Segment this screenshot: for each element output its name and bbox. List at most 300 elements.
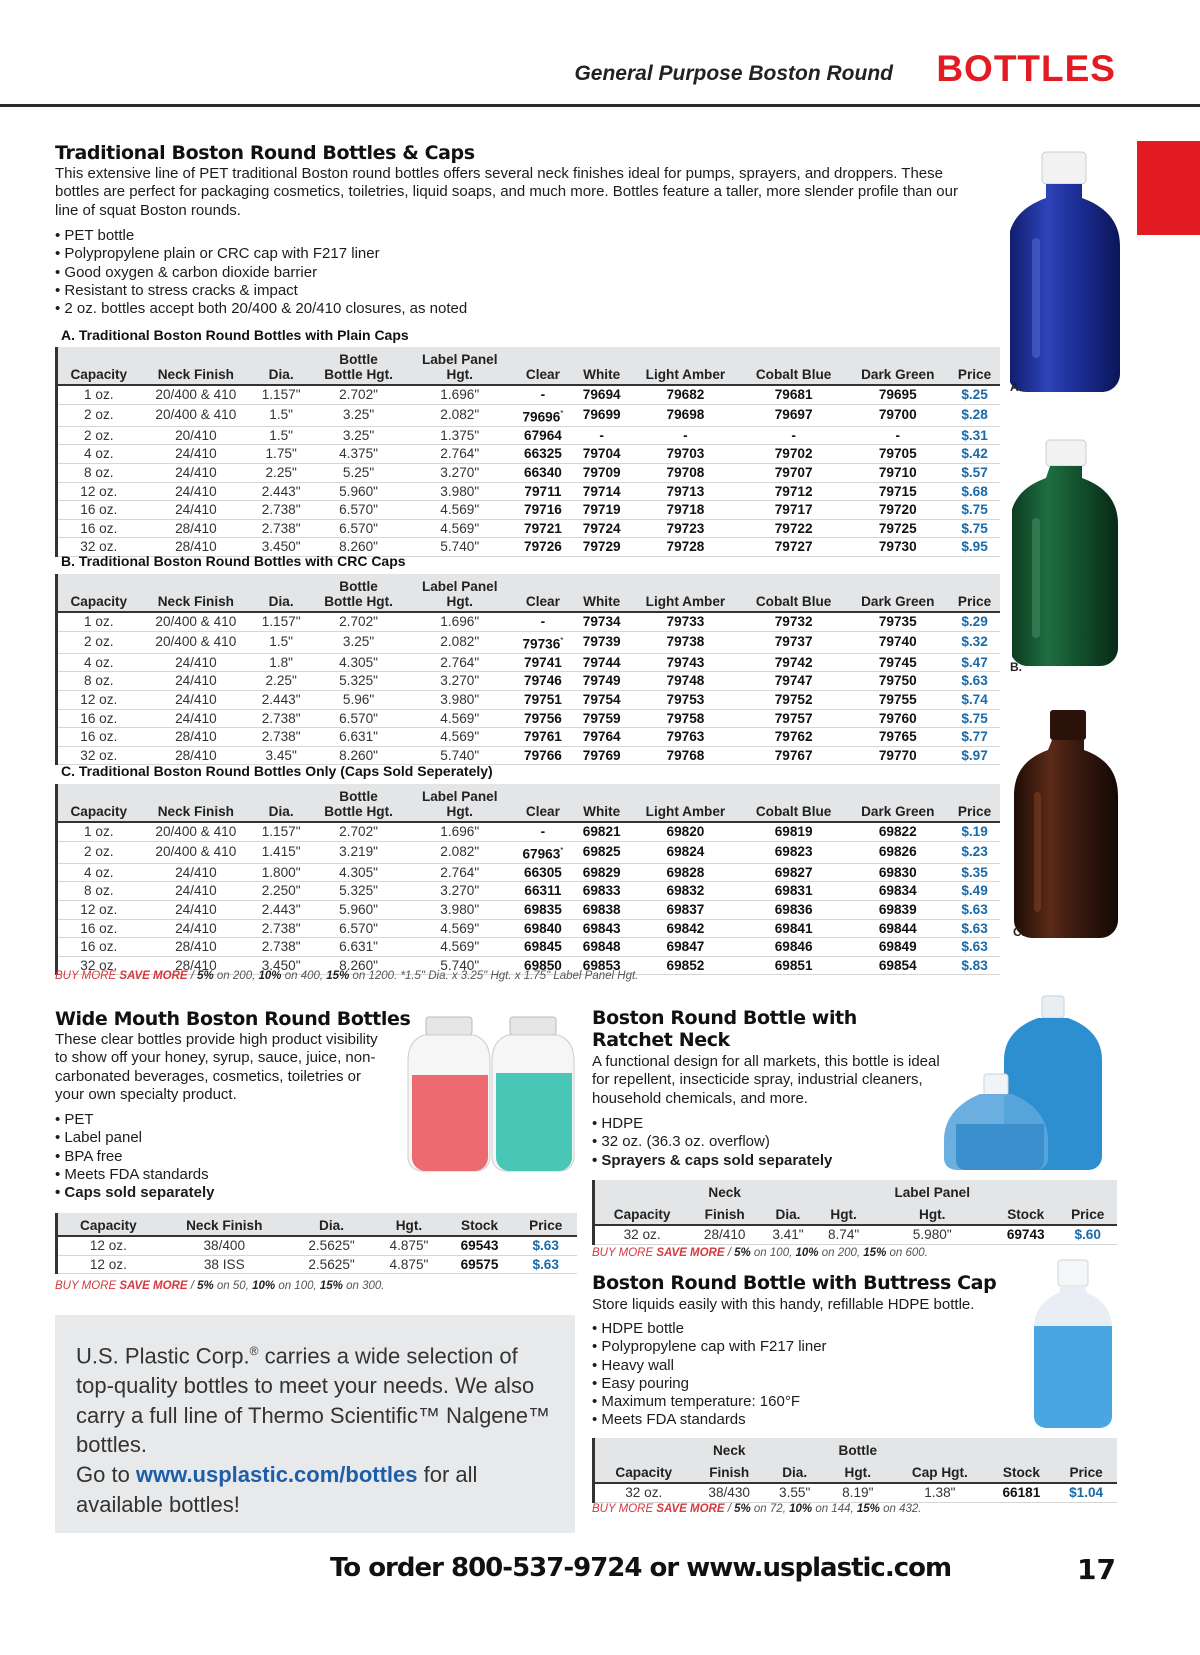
price: $.63 bbox=[949, 919, 1000, 938]
table-row bbox=[594, 1225, 1118, 1244]
stock-number: 69848 bbox=[573, 938, 630, 957]
stock-number: 79713 bbox=[630, 482, 741, 501]
table-a-plain-caps bbox=[55, 347, 1000, 557]
col-bottle-hgt: Hgt. bbox=[823, 1460, 892, 1483]
bullet: • Resistant to stress cracks & impact bbox=[55, 282, 467, 300]
table-row bbox=[57, 728, 1001, 747]
cell: 1 oz. bbox=[57, 822, 140, 841]
wide-mouth-bullets bbox=[55, 1111, 215, 1202]
cell: 3.45" bbox=[252, 746, 310, 765]
cell: 6.570" bbox=[310, 919, 407, 938]
cell: 8.260" bbox=[310, 746, 407, 765]
light-amber-bottle-image bbox=[1014, 708, 1122, 940]
bullet: • PET bbox=[55, 1111, 215, 1129]
stock-number: 69853 bbox=[573, 956, 630, 975]
cell: 1.696" bbox=[407, 822, 513, 841]
stock-number: 79702 bbox=[741, 445, 847, 464]
stock-number: 79744 bbox=[573, 653, 630, 672]
column-header: Dia. bbox=[252, 347, 310, 385]
cell: 16 oz. bbox=[57, 519, 140, 538]
table-row bbox=[57, 900, 1001, 919]
bullet: • 2 oz. bottles accept both 20/400 & 20/410 closures, as noted bbox=[55, 300, 467, 318]
stock-number: 69845 bbox=[513, 938, 574, 957]
bullet: • HDPE bottle bbox=[592, 1320, 827, 1338]
callout-go: Go to bbox=[76, 1462, 136, 1488]
bullet: • BPA free bbox=[55, 1148, 215, 1166]
table-row bbox=[57, 653, 1001, 672]
promo-callout bbox=[55, 1315, 575, 1533]
column-header: Light Amber bbox=[630, 347, 741, 385]
column-header: Label Panel Hgt. bbox=[407, 347, 513, 385]
bullet: • Easy pouring bbox=[592, 1375, 827, 1393]
stock-number: 79724 bbox=[573, 519, 630, 538]
price: $.63 bbox=[514, 1255, 577, 1274]
stock-number: 79737 bbox=[741, 631, 847, 653]
stock-number: 69836 bbox=[741, 900, 847, 919]
registered-mark: ® bbox=[249, 1344, 259, 1358]
cell: 2.5625" bbox=[290, 1255, 373, 1274]
header-row bbox=[594, 1202, 1118, 1225]
stock-number: 69847 bbox=[630, 938, 741, 957]
stock-number: 69841 bbox=[741, 919, 847, 938]
cell: 2.443" bbox=[252, 482, 310, 501]
cell: 38 ISS bbox=[159, 1255, 290, 1274]
cell: 5.960" bbox=[310, 900, 407, 919]
price: $.63 bbox=[949, 900, 1000, 919]
stock-number: 69833 bbox=[573, 882, 630, 901]
price: $.60 bbox=[1058, 1225, 1117, 1244]
cell: 3.270" bbox=[407, 882, 513, 901]
cell: 4.569" bbox=[407, 501, 513, 520]
cell: 5.25" bbox=[310, 463, 407, 482]
column-header: Capacity bbox=[57, 574, 140, 612]
stock-number: 79711 bbox=[513, 482, 574, 501]
column-header: White bbox=[573, 347, 630, 385]
stock-number: 69844 bbox=[846, 919, 949, 938]
stock-number: 79715 bbox=[846, 482, 949, 501]
stock-number: 69575 bbox=[445, 1255, 515, 1274]
stock-number: 79694 bbox=[573, 385, 630, 404]
stock-number: 79696* bbox=[513, 404, 574, 426]
bottles-link[interactable]: www.usplastic.com/bottles bbox=[135, 1462, 418, 1488]
cell: 12 oz. bbox=[57, 1236, 159, 1255]
cell: 4.305" bbox=[310, 653, 407, 672]
column-header: Bottle Bottle Hgt. bbox=[310, 784, 407, 822]
cell: 12 oz. bbox=[57, 900, 140, 919]
cell: 2.764" bbox=[407, 653, 513, 672]
cell: 12 oz. bbox=[57, 1255, 159, 1274]
stock-number: 79726 bbox=[513, 538, 574, 557]
table-row bbox=[594, 1483, 1118, 1502]
bullet: • Sprayers & caps sold separately bbox=[592, 1152, 832, 1170]
cell: 6.570" bbox=[310, 519, 407, 538]
column-header: Clear bbox=[513, 574, 574, 612]
stock-number: 79754 bbox=[573, 690, 630, 709]
bullet: • PET bottle bbox=[55, 227, 467, 245]
stock-number: 79760 bbox=[846, 709, 949, 728]
stock-number: 69835 bbox=[513, 900, 574, 919]
cell: 3.450" bbox=[252, 538, 310, 557]
cell: 2.702" bbox=[310, 612, 407, 631]
cell: 24/410 bbox=[140, 463, 253, 482]
cell: 3.55" bbox=[766, 1483, 824, 1502]
cell: 2.443" bbox=[252, 900, 310, 919]
photo-label-a: A. bbox=[1010, 380, 1022, 394]
stock-number: 79710 bbox=[846, 463, 949, 482]
stock-number: - bbox=[513, 385, 574, 404]
col-neck-finish: Finish bbox=[693, 1460, 766, 1483]
table-row bbox=[57, 501, 1001, 520]
column-header: Clear bbox=[513, 347, 574, 385]
stock-number: 79756 bbox=[513, 709, 574, 728]
bullet: • Good oxygen & carbon dioxide barrier bbox=[55, 264, 467, 282]
stock-number: 69825 bbox=[573, 841, 630, 863]
cell: 1.8" bbox=[252, 653, 310, 672]
cell: 24/410 bbox=[140, 690, 253, 709]
table-row bbox=[57, 631, 1001, 653]
stock-number: 79761 bbox=[513, 728, 574, 747]
stock-number: 79758 bbox=[630, 709, 741, 728]
stock-number: 79757 bbox=[741, 709, 847, 728]
cell: 2.25" bbox=[252, 672, 310, 691]
stock-number: 79732 bbox=[741, 612, 847, 631]
cell: 3.450" bbox=[252, 956, 310, 975]
table-row bbox=[57, 463, 1001, 482]
buttress-discount-note: BUY MORE SAVE MORE / 5% on 72, 10% on 144, 15% on 432. bbox=[592, 1503, 922, 1515]
photo-label-c: C. bbox=[1013, 925, 1025, 939]
col-bottle-hgt: Bottle bbox=[823, 1438, 892, 1460]
table-row bbox=[57, 746, 1001, 765]
buttress-cap-bottle-image bbox=[1032, 1258, 1114, 1430]
column-header: Dark Green bbox=[846, 574, 949, 612]
cell: 24/410 bbox=[140, 445, 253, 464]
cell: 32 oz. bbox=[57, 538, 140, 557]
cell: 2.764" bbox=[407, 863, 513, 882]
cell: 32 oz. bbox=[57, 746, 140, 765]
stock-number: 79749 bbox=[573, 672, 630, 691]
cell: 24/410 bbox=[140, 863, 253, 882]
cell: 4.569" bbox=[407, 919, 513, 938]
stock-number: 66325 bbox=[513, 445, 574, 464]
price: $.23 bbox=[949, 841, 1000, 863]
stock-number: 79725 bbox=[846, 519, 949, 538]
column-header: Capacity bbox=[57, 1213, 159, 1236]
cell: 4 oz. bbox=[57, 445, 140, 464]
stock-number: 79697 bbox=[741, 404, 847, 426]
cell: 8 oz. bbox=[57, 882, 140, 901]
column-header: Stock bbox=[445, 1213, 515, 1236]
stock-number: 69851 bbox=[741, 956, 847, 975]
stock-number: 67964 bbox=[513, 426, 574, 445]
column-header: Neck Finish bbox=[140, 347, 253, 385]
price: $.31 bbox=[949, 426, 1000, 445]
table-row bbox=[57, 445, 1001, 464]
cell: 2.702" bbox=[310, 822, 407, 841]
cell: 32 oz. bbox=[594, 1225, 690, 1244]
price: $.74 bbox=[949, 690, 1000, 709]
cell: 5.325" bbox=[310, 882, 407, 901]
stock-number: 79695 bbox=[846, 385, 949, 404]
table-c-caption: C. Traditional Boston Round Bottles Only (Caps Sold Seperately) bbox=[61, 763, 493, 779]
price: $.77 bbox=[949, 728, 1000, 747]
buttress-table bbox=[592, 1438, 1117, 1503]
stock-number: 69820 bbox=[630, 822, 741, 841]
cell: 3.25" bbox=[310, 426, 407, 445]
column-header: Bottle Bottle Hgt. bbox=[310, 574, 407, 612]
bullet: • 32 oz. (36.3 oz. overflow) bbox=[592, 1133, 832, 1151]
cell: 5.960" bbox=[310, 482, 407, 501]
stock-number: 79714 bbox=[573, 482, 630, 501]
stock-number: 79703 bbox=[630, 445, 741, 464]
cell: 12 oz. bbox=[57, 482, 140, 501]
table-row bbox=[57, 404, 1001, 426]
table-row bbox=[57, 690, 1001, 709]
stock-number: 69850 bbox=[513, 956, 574, 975]
col-hgt: Hgt. bbox=[816, 1202, 872, 1225]
stock-number: 79709 bbox=[573, 463, 630, 482]
table-row bbox=[57, 1255, 578, 1274]
column-header: White bbox=[573, 574, 630, 612]
column-header: Neck Finish bbox=[159, 1213, 290, 1236]
column-header: Cobalt Blue bbox=[741, 784, 847, 822]
col-cap-hgt bbox=[892, 1438, 987, 1460]
cell: 2.082" bbox=[407, 631, 513, 653]
cell: 4.875" bbox=[373, 1236, 444, 1255]
col-capacity bbox=[594, 1438, 693, 1460]
price: $.75 bbox=[949, 519, 1000, 538]
stock-number: 69823 bbox=[741, 841, 847, 863]
column-header: Light Amber bbox=[630, 574, 741, 612]
stock-number: 79766 bbox=[513, 746, 574, 765]
col-price bbox=[1058, 1180, 1117, 1202]
traditional-bullets bbox=[55, 227, 467, 318]
stock-number: 69837 bbox=[630, 900, 741, 919]
callout-text: carries a wide selection of top-quality bottles to meet your needs. We also carry a full line of Thermo Scientific™ Nalgene™ bottles. bbox=[76, 1343, 551, 1458]
price: $.49 bbox=[949, 882, 1000, 901]
table-row bbox=[57, 822, 1001, 841]
col-price: Price bbox=[1058, 1202, 1117, 1225]
cell: 4.569" bbox=[407, 938, 513, 957]
stock-number: - bbox=[741, 426, 847, 445]
cell: 16 oz. bbox=[57, 728, 140, 747]
table-row bbox=[57, 482, 1001, 501]
stock-number: 79747 bbox=[741, 672, 847, 691]
price: $.95 bbox=[949, 538, 1000, 557]
cell: 28/410 bbox=[140, 728, 253, 747]
cell: 2.738" bbox=[252, 519, 310, 538]
cell: 24/410 bbox=[140, 919, 253, 938]
bullet: • Heavy wall bbox=[592, 1357, 827, 1375]
stock-number: 79739 bbox=[573, 631, 630, 653]
cell: 20/400 & 410 bbox=[140, 822, 253, 841]
stock-number: 79767 bbox=[741, 746, 847, 765]
cell: 16 oz. bbox=[57, 919, 140, 938]
price: $.32 bbox=[949, 631, 1000, 653]
cell: 8.260" bbox=[310, 956, 407, 975]
stock-number: 79704 bbox=[573, 445, 630, 464]
cell: 8.260" bbox=[310, 538, 407, 557]
header-rule bbox=[0, 104, 1200, 107]
stock-number: 79733 bbox=[630, 612, 741, 631]
header-row bbox=[594, 1460, 1118, 1483]
buttress-bullets bbox=[592, 1320, 827, 1430]
col-neck-finish: Neck bbox=[689, 1180, 760, 1202]
stock-number: 79729 bbox=[573, 538, 630, 557]
stock-number: 79717 bbox=[741, 501, 847, 520]
col-neck-finish: Finish bbox=[689, 1202, 760, 1225]
cell: 28/410 bbox=[689, 1225, 760, 1244]
col-stock bbox=[988, 1438, 1056, 1460]
photo-label-b: B. bbox=[1010, 660, 1022, 674]
cell: 1.5" bbox=[252, 631, 310, 653]
stock-number: - bbox=[513, 612, 574, 631]
table-row bbox=[57, 841, 1001, 863]
cell: 1.157" bbox=[252, 612, 310, 631]
col-neck-finish: Neck bbox=[693, 1438, 766, 1460]
cell: 4.569" bbox=[407, 709, 513, 728]
stock-number: 79718 bbox=[630, 501, 741, 520]
stock-number: - bbox=[846, 426, 949, 445]
table-a-caption: A. Traditional Boston Round Bottles with Plain Caps bbox=[61, 327, 409, 343]
cell: 3.980" bbox=[407, 690, 513, 709]
stock-number: 79730 bbox=[846, 538, 949, 557]
col-cap-hgt: Cap Hgt. bbox=[892, 1460, 987, 1483]
table-row bbox=[57, 385, 1001, 404]
cell: 5.96" bbox=[310, 690, 407, 709]
col-label-panel: Label Panel bbox=[871, 1180, 993, 1202]
stock-number: 79753 bbox=[630, 690, 741, 709]
section-tab bbox=[1137, 141, 1200, 235]
ratchet-table bbox=[592, 1180, 1117, 1245]
cell: 4.569" bbox=[407, 728, 513, 747]
cell: 20/410 bbox=[140, 426, 253, 445]
stock-number: 69832 bbox=[630, 882, 741, 901]
price: $.63 bbox=[949, 938, 1000, 957]
column-header: Price bbox=[949, 574, 1000, 612]
column-header: Dia. bbox=[290, 1213, 373, 1236]
column-header: Cobalt Blue bbox=[741, 347, 847, 385]
cell: 5.740" bbox=[407, 746, 513, 765]
price: $.47 bbox=[949, 653, 1000, 672]
stock-number: 69842 bbox=[630, 919, 741, 938]
cell: 28/410 bbox=[140, 746, 253, 765]
cell: 24/410 bbox=[140, 882, 253, 901]
stock-number: 79751 bbox=[513, 690, 574, 709]
cell: 5.740" bbox=[407, 956, 513, 975]
stock-number: 79745 bbox=[846, 653, 949, 672]
price: $.19 bbox=[949, 822, 1000, 841]
cell: 2 oz. bbox=[57, 404, 140, 426]
cell: 1.5" bbox=[252, 426, 310, 445]
cell: 16 oz. bbox=[57, 938, 140, 957]
cell: 1.5" bbox=[252, 404, 310, 426]
cell: 5.980" bbox=[871, 1225, 993, 1244]
cell: 2.764" bbox=[407, 445, 513, 464]
col-stock bbox=[993, 1180, 1058, 1202]
cell: 2.5625" bbox=[290, 1236, 373, 1255]
cell: 24/410 bbox=[140, 672, 253, 691]
stock-number: 79752 bbox=[741, 690, 847, 709]
stock-number: 79762 bbox=[741, 728, 847, 747]
stock-number: 79722 bbox=[741, 519, 847, 538]
stock-number: 79743 bbox=[630, 653, 741, 672]
cell: 2.082" bbox=[407, 841, 513, 863]
stock-number: 79721 bbox=[513, 519, 574, 538]
cell: 1 oz. bbox=[57, 385, 140, 404]
col-label-panel: Hgt. bbox=[871, 1202, 993, 1225]
price: $.29 bbox=[949, 612, 1000, 631]
stock-number: 67963* bbox=[513, 841, 574, 863]
stock-number: 79750 bbox=[846, 672, 949, 691]
col-capacity bbox=[594, 1180, 690, 1202]
cell: 38/400 bbox=[159, 1236, 290, 1255]
order-footer: To order 800-537-9724 or www.usplastic.com bbox=[330, 1553, 952, 1583]
header-row bbox=[57, 784, 1001, 822]
column-header: Capacity bbox=[57, 784, 140, 822]
stock-number: 79738 bbox=[630, 631, 741, 653]
col-stock: Stock bbox=[993, 1202, 1058, 1225]
cell: 1.38" bbox=[892, 1483, 987, 1502]
cell: 8.74" bbox=[816, 1225, 872, 1244]
cell: 20/400 & 410 bbox=[140, 385, 253, 404]
column-header: Label Panel Hgt. bbox=[407, 574, 513, 612]
header-row bbox=[594, 1180, 1118, 1202]
column-header: Dia. bbox=[252, 784, 310, 822]
table-c-bottles-only bbox=[55, 784, 1000, 975]
bullet: • Meets FDA standards bbox=[592, 1411, 827, 1429]
col-stock: Stock bbox=[988, 1460, 1056, 1483]
callout-text-end: for all available bottles! bbox=[76, 1462, 478, 1517]
stock-number: 79759 bbox=[573, 709, 630, 728]
bullet: • Meets FDA standards bbox=[55, 1166, 215, 1184]
stock-number: 66305 bbox=[513, 863, 574, 882]
stock-number: 79769 bbox=[573, 746, 630, 765]
cell: 6.631" bbox=[310, 728, 407, 747]
cell: 24/410 bbox=[140, 482, 253, 501]
cell: 8 oz. bbox=[57, 672, 140, 691]
cell: 2 oz. bbox=[57, 426, 140, 445]
cell: 2.738" bbox=[252, 919, 310, 938]
cell: 1.157" bbox=[252, 822, 310, 841]
stock-number: 69827 bbox=[741, 863, 847, 882]
stock-number: - bbox=[630, 426, 741, 445]
stock-number: 79705 bbox=[846, 445, 949, 464]
cell: 5.740" bbox=[407, 538, 513, 557]
cell: 2 oz. bbox=[57, 841, 140, 863]
page-number: 17 bbox=[1077, 1553, 1116, 1586]
cell: 3.980" bbox=[407, 900, 513, 919]
header-section-title: BOTTLES bbox=[936, 48, 1116, 89]
cell: 2.738" bbox=[252, 501, 310, 520]
cell: 3.270" bbox=[407, 463, 513, 482]
column-header: Hgt. bbox=[373, 1213, 444, 1236]
table-row bbox=[57, 882, 1001, 901]
stock-number: 79736* bbox=[513, 631, 574, 653]
wide-mouth-title: Wide Mouth Boston Round Bottles bbox=[55, 1008, 411, 1030]
stock-number: 79740 bbox=[846, 631, 949, 653]
cell: 3.41" bbox=[760, 1225, 816, 1244]
column-header: Neck Finish bbox=[140, 784, 253, 822]
stock-number: 69846 bbox=[741, 938, 847, 957]
stock-number: 69821 bbox=[573, 822, 630, 841]
cell: 4.375" bbox=[310, 445, 407, 464]
cell: 3.25" bbox=[310, 404, 407, 426]
stock-number: 69822 bbox=[846, 822, 949, 841]
bullet: • Polypropylene cap with F217 liner bbox=[592, 1338, 827, 1356]
cell: 4 oz. bbox=[57, 863, 140, 882]
bullet: • Polypropylene plain or CRC cap with F217 liner bbox=[55, 245, 467, 263]
cell: 5.325" bbox=[310, 672, 407, 691]
